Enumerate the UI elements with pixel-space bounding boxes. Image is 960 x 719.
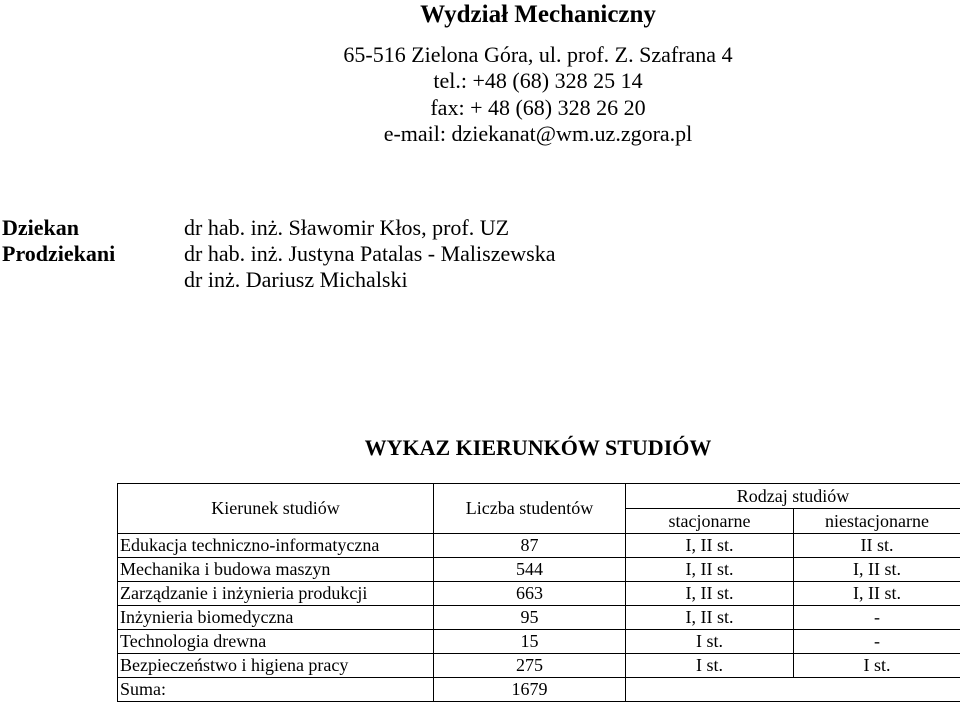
- sum-label: Suma:: [118, 678, 434, 702]
- address-block: [0, 42, 960, 147]
- field-cell: Bezpieczeństwo i higiena pracy: [118, 654, 434, 678]
- vice-deans-label: Prodziekani: [2, 241, 116, 266]
- field-cell: Zarządzanie i inżynieria produkcji: [118, 582, 434, 606]
- field-cell: Inżynieria biomedyczna: [118, 606, 434, 630]
- study-type-header: Rodzaj studiów: [626, 484, 960, 509]
- part-time-cell: I, II st.: [794, 558, 960, 582]
- students-column-header: Liczba studentów: [434, 484, 626, 534]
- studies-list-title: WYKAZ KIERUNKÓW STUDIÓW: [364, 435, 712, 460]
- full-time-header: stacjonarne: [626, 509, 794, 534]
- table-row: [118, 606, 960, 630]
- vice-dean-name: dr inż. Dariusz Michalski: [184, 267, 408, 292]
- field-cell: Technologia drewna: [118, 630, 434, 654]
- part-time-cell: -: [794, 606, 960, 630]
- fax-line: fax: + 48 (68) 328 26 20: [430, 94, 646, 120]
- field-cell: Edukacja techniczno-informatyczna: [118, 534, 434, 558]
- field-column-header: Kierunek studiów: [118, 484, 434, 534]
- full-time-cell: I, II st.: [626, 606, 794, 630]
- full-time-cell: I st.: [626, 630, 794, 654]
- full-time-cell: I st.: [626, 654, 794, 678]
- table-row: [118, 582, 960, 606]
- part-time-cell: II st.: [794, 534, 960, 558]
- dean-name: dr hab. inż. Sławomir Kłos, prof. UZ: [184, 215, 510, 240]
- table-row: [118, 558, 960, 582]
- table-row: [118, 630, 960, 654]
- sum-value: 1679: [434, 678, 626, 702]
- full-time-cell: I, II st.: [626, 534, 794, 558]
- sum-row: [118, 678, 960, 702]
- full-time-cell: I, II st.: [626, 558, 794, 582]
- students-cell: 15: [434, 630, 626, 654]
- full-time-cell: I, II st.: [626, 582, 794, 606]
- studies-table: [117, 483, 960, 702]
- phone-line: tel.: +48 (68) 328 25 14: [433, 68, 643, 94]
- table-header-row: [118, 484, 960, 509]
- vice-dean-name: dr hab. inż. Justyna Patalas - Maliszewska: [184, 241, 556, 266]
- email-line: e-mail: dziekanat@wm.uz.zgora.pl: [383, 120, 693, 146]
- part-time-header: niestacjonarne: [794, 509, 960, 534]
- students-cell: 663: [434, 582, 626, 606]
- part-time-cell: I st.: [794, 654, 960, 678]
- part-time-cell: I, II st.: [794, 582, 960, 606]
- field-cell: Mechanika i budowa maszyn: [118, 558, 434, 582]
- students-cell: 275: [434, 654, 626, 678]
- sum-empty-cell: [626, 678, 960, 702]
- table-row: [118, 654, 960, 678]
- students-cell: 87: [434, 534, 626, 558]
- dean-label: Dziekan: [2, 215, 79, 240]
- part-time-cell: -: [794, 630, 960, 654]
- students-cell: 544: [434, 558, 626, 582]
- students-cell: 95: [434, 606, 626, 630]
- table-row: [118, 534, 960, 558]
- faculty-title: Wydział Mechaniczny: [420, 1, 656, 28]
- address-line: 65-516 Zielona Góra, ul. prof. Z. Szafrana 4: [343, 42, 733, 67]
